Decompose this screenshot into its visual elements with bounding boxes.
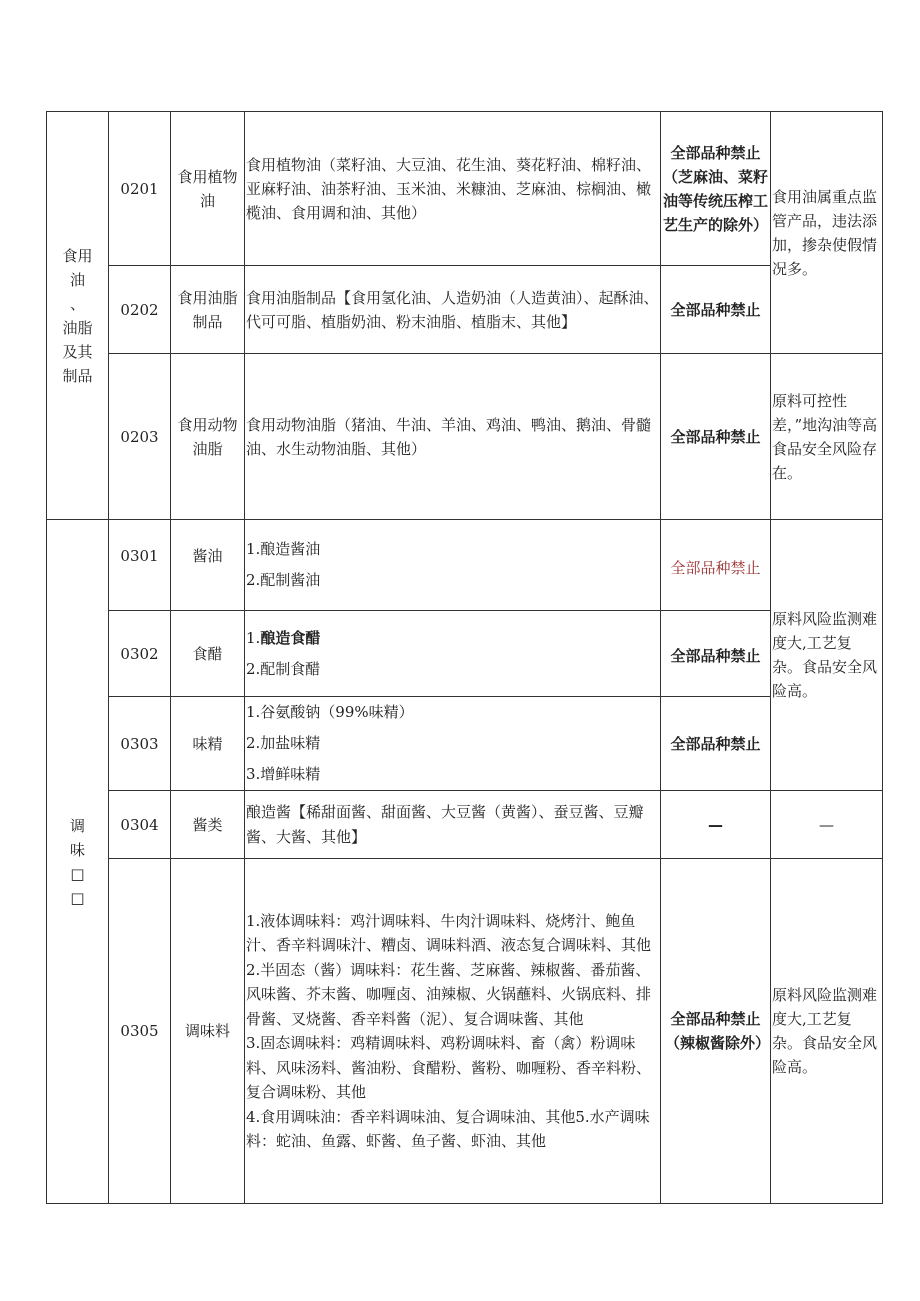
table-row xyxy=(47,791,883,859)
list-item: 1.谷氨酸钠（99%味精） xyxy=(246,703,414,721)
ban-cell: 全部品种禁止 xyxy=(661,520,771,611)
code-cell: 0202 xyxy=(109,266,171,354)
description-cell xyxy=(245,859,661,1204)
code-cell: 0304 xyxy=(109,791,171,859)
list-item: 2.配制酱油 xyxy=(246,571,321,589)
category-cell: 调 味 □ □ xyxy=(47,520,109,1204)
ban-cell: 全部品种禁止 xyxy=(661,611,771,697)
list-item: 3.增鲜味精 xyxy=(246,765,321,783)
category-cell: 食用 油 、 油脂 及其 制品 xyxy=(47,112,109,520)
description-cell xyxy=(245,611,661,697)
note-cell: 原料风险监测难度大,工艺复杂。食品安全风险高。 xyxy=(771,859,883,1204)
name-cell: 食用动物 油脂 xyxy=(171,354,245,520)
list-item: 2.配制食醋 xyxy=(246,659,321,678)
description-cell: 食用植物油（菜籽油、大豆油、花生油、葵花籽油、棉籽油、亚麻籽油、油茶籽油、玉米油、米糠油、芝麻油、棕榈油、橄榄油、食用调和油、其他） xyxy=(245,112,661,266)
note-cell: 原料风险监测难度大,工艺复杂。食品安全风险高。 xyxy=(771,520,883,791)
table-row xyxy=(47,354,883,520)
code-cell: 0301 xyxy=(109,520,171,611)
code-cell: 0203 xyxy=(109,354,171,520)
name-cell: 食醋 xyxy=(171,611,245,697)
table-row xyxy=(47,859,883,1204)
description-cell: 酿造酱【稀甜面酱、甜面酱、大豆酱（黄酱）、蚕豆酱、豆瓣酱、大酱、其他】 xyxy=(245,791,661,859)
name-cell: 味精 xyxy=(171,697,245,791)
code-cell: 0303 xyxy=(109,697,171,791)
food-category-table xyxy=(46,111,883,1204)
table-row xyxy=(47,611,883,697)
ban-cell: 全部品种禁止 xyxy=(661,697,771,791)
description-text: 1.液体调味料：鸡汁调味料、牛肉汁调味料、烧烤汁、鲍鱼汁、香辛料调味汁、糟卤、调味料酒、液态复合调味料、其他 2.半固态（酱）调味料：花生酱、芝麻酱、辣椒酱、番茄酱、风味酱、芥末酱、咖喱卤、油辣椒、火锅蘸料、火锅底料、排骨酱、叉烧酱、香辛料酱（泥）、复合调味酱、其他 3.固态调味料：鸡精调味料、鸡粉调味料、畜（禽）粉调味料、风味汤料、酱油粉、食醋粉、酱粉、咖喱粉、香辛料粉、复合调味粉、其他 4.食用调味油：香辛料调味油、复合调味油、其他5.水产调味料：蛇油、鱼露、虾酱、鱼子酱、虾油、其他 xyxy=(246,911,652,1150)
list-item: 1.酿造食醋 xyxy=(246,628,321,647)
table-row xyxy=(47,697,883,791)
description-cell xyxy=(245,697,661,791)
ban-cell: 全部品种禁止（芝麻油、菜籽油等传统压榨工艺生产的除外） xyxy=(661,112,771,266)
name-cell: 调味料 xyxy=(171,859,245,1204)
table-row xyxy=(47,520,883,611)
list-item: 1.酿造酱油 xyxy=(246,540,321,558)
description-cell: 食用动物油脂（猪油、牛油、羊油、鸡油、鸭油、鹅油、骨髓油、水生动物油脂、其他） xyxy=(245,354,661,520)
note-cell: — xyxy=(771,791,883,859)
note-cell: 食用油属重点监管产品，违法添加，掺杂使假情况多。 xyxy=(771,112,883,354)
ban-cell: 全部品种禁止（辣椒酱除外） xyxy=(661,859,771,1204)
name-cell: 酱类 xyxy=(171,791,245,859)
code-cell: 0302 xyxy=(109,611,171,697)
code-cell: 0305 xyxy=(109,859,171,1204)
ban-cell: 全部品种禁止 xyxy=(661,266,771,354)
code-cell: 0201 xyxy=(109,112,171,266)
ban-cell: — xyxy=(661,791,771,859)
description-cell xyxy=(245,520,661,611)
name-cell: 食用植物 油 xyxy=(171,112,245,266)
description-cell: 食用油脂制品【食用氢化油、人造奶油（人造黄油）、起酥油、代可可脂、植脂奶油、粉末油脂、植脂末、其他】 xyxy=(245,266,661,354)
note-cell: 原料可控性差，”地沟油等高食品安全风险存在。 xyxy=(771,354,883,520)
ban-cell: 全部品种禁止 xyxy=(661,354,771,520)
name-cell: 酱油 xyxy=(171,520,245,611)
table-row xyxy=(47,112,883,266)
table-row xyxy=(47,266,883,354)
name-cell: 食用油脂 制品 xyxy=(171,266,245,354)
list-item: 2.加盐味精 xyxy=(246,734,321,752)
